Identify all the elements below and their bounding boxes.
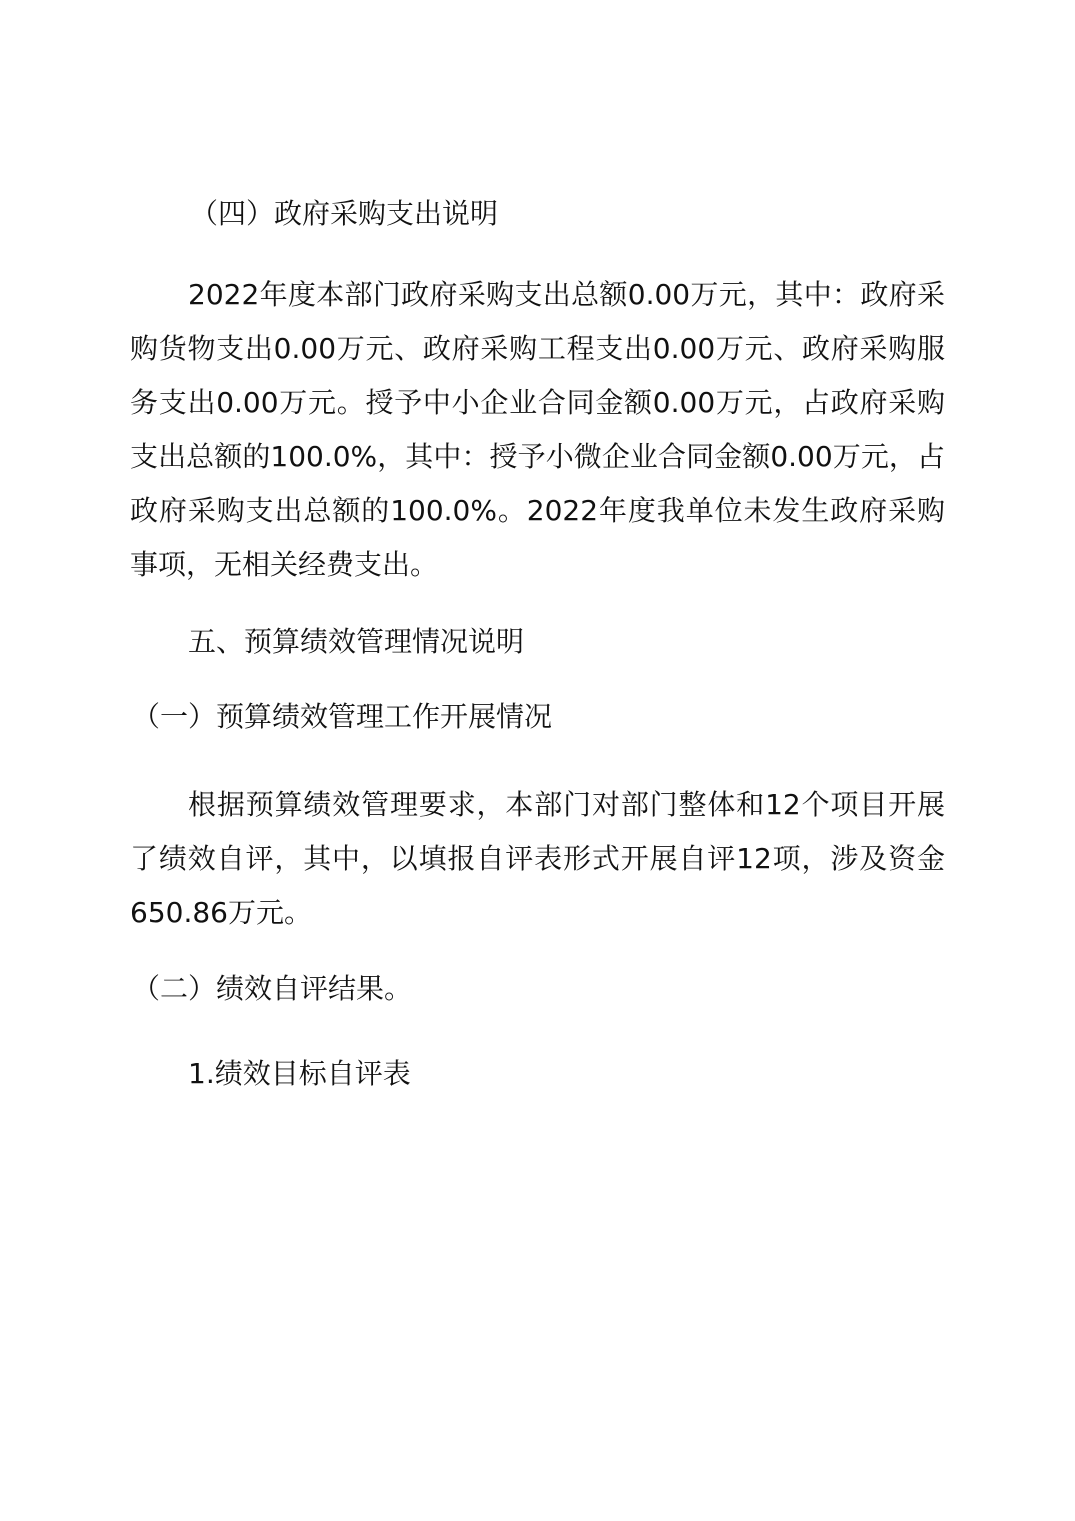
self-evaluation-results-heading: （二）绩效自评结果。 xyxy=(132,972,413,1005)
target-self-evaluation-table-heading: 1.绩效目标自评表 xyxy=(188,1057,411,1090)
budget-performance-section-heading: 五、预算绩效管理情况说明 xyxy=(188,625,525,658)
performance-work-status-paragraph: 根据预算绩效管理要求，本部门对部门整体和12个项目开展了绩效自评，其中，以填报自评表形式开展自评12项，涉及资金650.86万元。 xyxy=(130,788,945,929)
performance-work-status-heading: （一）预算绩效管理工作开展情况 xyxy=(132,700,553,733)
government-procurement-paragraph: 2022年度本部门政府采购支出总额0.00万元，其中：政府采购货物支出0.00万元、政府采购工程支出0.00万元、政府采购服务支出0.00万元。授予中小企业合同金额0.00万元，占政府采购支出总额的100.0%，其中：授予小微企业合同金额0.00万元，占政府采购支出总额的100.0%。2022年度我单位未发生政府采购事项，无相关经费支出。 xyxy=(130,278,945,581)
government-procurement-heading: （四）政府采购支出说明 xyxy=(190,197,499,230)
